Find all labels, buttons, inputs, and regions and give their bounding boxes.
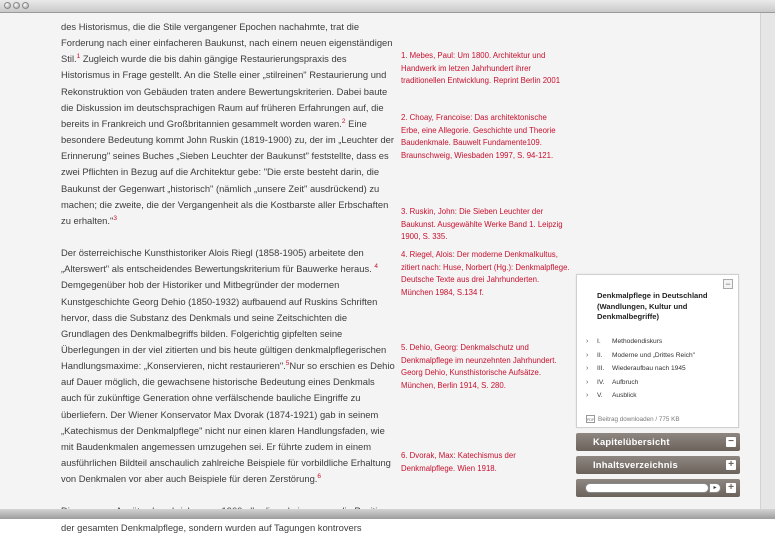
text-line: hervor, dass die Substanz des Denkmals und seine Zeitschichten die: [61, 311, 348, 323]
window-bottom-bar: [0, 509, 775, 519]
chapter-item-wiederaufbau[interactable]: [577, 362, 740, 376]
text-line: Kunstgeschichte Georg Dehio (1850-1932) aufbauend auf Ruskins Schriften: [61, 295, 378, 307]
footnote-line: 3. Ruskin, John: Die Sieben Leuchter der: [401, 207, 544, 216]
expand-icon[interactable]: +: [726, 483, 736, 493]
chapter-label: Wiederaufbau nach 1945: [612, 365, 686, 372]
footnote-line: Georg Dehio, Kunsthistorische Aufsätze.: [401, 368, 541, 378]
footnote-line: zitiert nach: Huse, Norbert (Hg.): Denkmalpflege.: [401, 262, 570, 272]
footnote-line: München 1984, S.134 f.: [401, 287, 484, 297]
chapter-panel: [576, 274, 739, 428]
paragraph-2: [61, 245, 396, 487]
text-line: Erinnerung" seines Buches „Sieben Leuchter der Baukunst" feststellte, dass es: [61, 150, 389, 162]
chevron-right-icon: ›: [586, 351, 589, 359]
footnote-line: Erbe, eine Allegorie. Geschichte und Theorie: [401, 125, 556, 135]
footnote-line: Deutsche Texte aus drei Jahrhunderten.: [401, 275, 540, 285]
chapter-number: III.: [597, 365, 605, 372]
text-line: besondere Bedeutung kommt John Ruskin (1819-1900) zu, der im „Leuchter der: [61, 134, 395, 146]
text-line: von Denkmalen vor aber auch Beispiele für deren Zerstörung.: [61, 473, 318, 485]
text-line: Stil.: [61, 53, 77, 65]
text-line: machen; die zweite, die der Vergangenheit als die Kostbarste aller Erbschaften: [61, 198, 389, 210]
search-go-button[interactable]: ▸: [709, 483, 721, 493]
text-line: zwei Pflichten in Bezug auf die Architektur gebe: "Die erste besteht darin, die: [61, 166, 380, 178]
text-line: Grundlagen des Denkmalbegriffs bilden. Folgerichtig gipfelten seine: [61, 327, 343, 339]
chevron-right-icon: ›: [586, 378, 589, 386]
close-window-button[interactable]: [4, 2, 11, 9]
download-link[interactable]: [586, 415, 736, 424]
collapse-icon[interactable]: −: [726, 437, 736, 447]
footnote-line: Baudenkmale. Bauwelt Fundamente109.: [401, 138, 542, 148]
chevron-right-icon: ›: [586, 392, 589, 399]
download-label: Beitrag downloaden / 775 KB: [598, 416, 680, 423]
kapiteluebersicht-bar[interactable]: [576, 433, 740, 451]
panel-title: [597, 291, 727, 323]
text-line: Demgegenüber hob der Historiker und Mitbegründer der modernen: [61, 279, 340, 291]
footnote-ref-1[interactable]: 1: [76, 53, 81, 61]
search-input[interactable]: [585, 483, 709, 493]
footnote-ref-2[interactable]: 2: [341, 117, 346, 125]
chevron-right-icon: ›: [586, 365, 589, 372]
text-line: der gesamten Denkmalpflege, sondern wurden auf Tagungen kontrovers: [61, 521, 362, 533]
vertical-scrollbar[interactable]: [760, 13, 775, 509]
text-line: auch für zukünftige Generation ohne verfälschende bauliche Eingriffe zu: [61, 392, 361, 404]
text-line: Überlegungen in der viel zitierten und bis heute gültigen denkmalpflegerischen: [61, 343, 387, 355]
chapter-item-moderne[interactable]: [577, 349, 740, 363]
text-line: Zugleich wurde die bis dahin gängige Restaurierungspraxis des: [80, 53, 347, 65]
panel-collapse-button[interactable]: −: [723, 279, 733, 289]
footnote-line: München, Berlin 1914, S. 280.: [401, 380, 506, 390]
footnote-4: [401, 249, 573, 299]
footnote-line: Handwerk im letzen Jahrhundert ihrer: [401, 63, 532, 73]
inhaltsverzeichnis-bar[interactable]: [576, 456, 740, 474]
footnote-line: 1900, S. 335.: [401, 232, 448, 242]
footnote-ref-3[interactable]: 3: [113, 214, 117, 222]
text-line: zu erhalten.": [61, 214, 114, 226]
footnote-line: Denkmalpflege im neunzehnten Jahrhundert.: [401, 355, 557, 365]
chapter-number: V.: [597, 392, 603, 399]
text-line: bereits in Frankreich und Großbritannien gesammelt worden waren.: [61, 117, 342, 129]
text-line: Historismus in Frage gestellt. An die Stelle einer „stilreinen" Restaurierung und: [61, 69, 387, 81]
footnote-line: 2. Choay, Francoise: Das architektonische: [401, 113, 547, 122]
text-line: Baukunst der Gegenwart „historisch" (nämlich „unsere Zeit" ausdrückend) zu: [61, 182, 380, 194]
text-line: „Alterswert" als entscheidendes Bewertungskriterium für Bauwerke heraus.: [61, 263, 372, 275]
panel-title-line: Denkmalbegriffe): [597, 312, 660, 321]
footnote-line: 6. Dvorak, Max: Katechismus der: [401, 451, 516, 460]
chapter-label: Ausblick: [612, 392, 637, 399]
chapter-item-methodendiskurs[interactable]: [577, 335, 740, 349]
chapter-label: Aufbruch: [612, 378, 639, 386]
paragraph-1: [61, 19, 396, 229]
footnote-line: 5. Dehio, Georg: Denkmalschutz und: [401, 343, 529, 352]
chapter-number: II.: [597, 351, 603, 359]
footnote-ref-4[interactable]: 4: [374, 263, 378, 271]
text-line: mit Baudenkmalen angemessen umzugehen sei. Er führte zudem in einem: [61, 440, 372, 452]
chapter-item-ausblick[interactable]: [577, 389, 740, 403]
footnote-line: Braunschweig, Wiesbaden 1997, S. 94-121.: [401, 150, 554, 160]
text-line: Eine: [345, 117, 367, 129]
footnote-1: [401, 50, 573, 88]
article-body: [61, 19, 396, 552]
footnote-line: 1. Mebes, Paul: Um 1800. Architektur und: [401, 51, 546, 60]
text-line: „Katechismus der Denkmalpflege" nicht nur einen klaren Handlungsfaden, wie: [61, 424, 385, 436]
footnote-ref-5[interactable]: 5: [285, 360, 290, 367]
minimize-window-button[interactable]: [13, 2, 20, 9]
footnote-5: [401, 342, 573, 392]
footnote-3: [401, 206, 573, 244]
kapiteluebersicht-label: Kapitelübersicht: [593, 436, 670, 447]
footnote-line: Baukunst. Ausgewählte Werke Band 1. Leipzig: [401, 219, 563, 229]
text-line: Nur so erschien es Dehio: [289, 360, 395, 372]
footnote-6: [401, 450, 573, 475]
text-line: Der österreichische Kunsthistoriker Alois Riegl (1858-1905) arbeitete den: [61, 247, 364, 259]
footnote-ref-6[interactable]: 6: [317, 473, 322, 481]
text-line: die Diskussion im deutschsprachigen Raum auf früheren Erfahrungen auf, die: [61, 101, 384, 113]
text-line: des Historismus, die die Stile vergangener Epochen nachahmte, trat die: [61, 21, 360, 32]
footnote-line: Denkmalpflege. Wien 1918.: [401, 463, 497, 473]
zoom-window-button[interactable]: [22, 2, 29, 9]
chapter-number: IV.: [597, 378, 605, 386]
text-line: auf Dauer möglich, die gewachsene historische Bedeutung eines Denkmals: [61, 376, 375, 388]
chapter-list: [577, 335, 740, 403]
text-line: Rekonstruktion von Gebäuden traten andere Bewertungskriterien. Dabei baute: [61, 85, 388, 97]
footnote-2: [401, 112, 573, 162]
text-line: ausführlichen Bildteil anschaulich zahlreiche Beispiele für vorbildliche Erhaltung: [61, 457, 391, 469]
chapter-number: I.: [597, 338, 601, 345]
pdf-icon: PDF: [586, 415, 595, 423]
search-bar: [576, 479, 740, 497]
text-line: überliefern. Der Wiener Konservator Max Dvorak (1874-1921) gab in seinem: [61, 408, 379, 420]
footnote-line: 4. Riegel, Alois: Der moderne Denkmalkultus,: [401, 250, 558, 259]
text-line: Forderung nach einer einfacheren Baukunst, nach einem neuen eigenständigen: [61, 37, 393, 49]
chapter-label: Methodendiskurs: [612, 338, 663, 345]
title-bar: [0, 0, 775, 13]
chapter-label: Moderne und „Drittes Reich": [612, 351, 695, 359]
chapter-item-aufbruch[interactable]: [577, 376, 740, 390]
expand-icon[interactable]: +: [726, 460, 736, 470]
inhaltsverzeichnis-label: Inhaltsverzeichnis: [593, 459, 678, 470]
footnote-line: traditionellen Entwicklung. Reprint Berlin 2001: [401, 76, 561, 86]
chevron-right-icon: ›: [586, 338, 589, 345]
panel-title-line: Denkmalpflege in Deutschland: [597, 291, 708, 300]
panel-title-line: (Wandlungen, Kultur und: [597, 301, 688, 311]
text-line: Handlungsmaxime: „Konservieren, nicht restaurieren".: [61, 360, 286, 372]
